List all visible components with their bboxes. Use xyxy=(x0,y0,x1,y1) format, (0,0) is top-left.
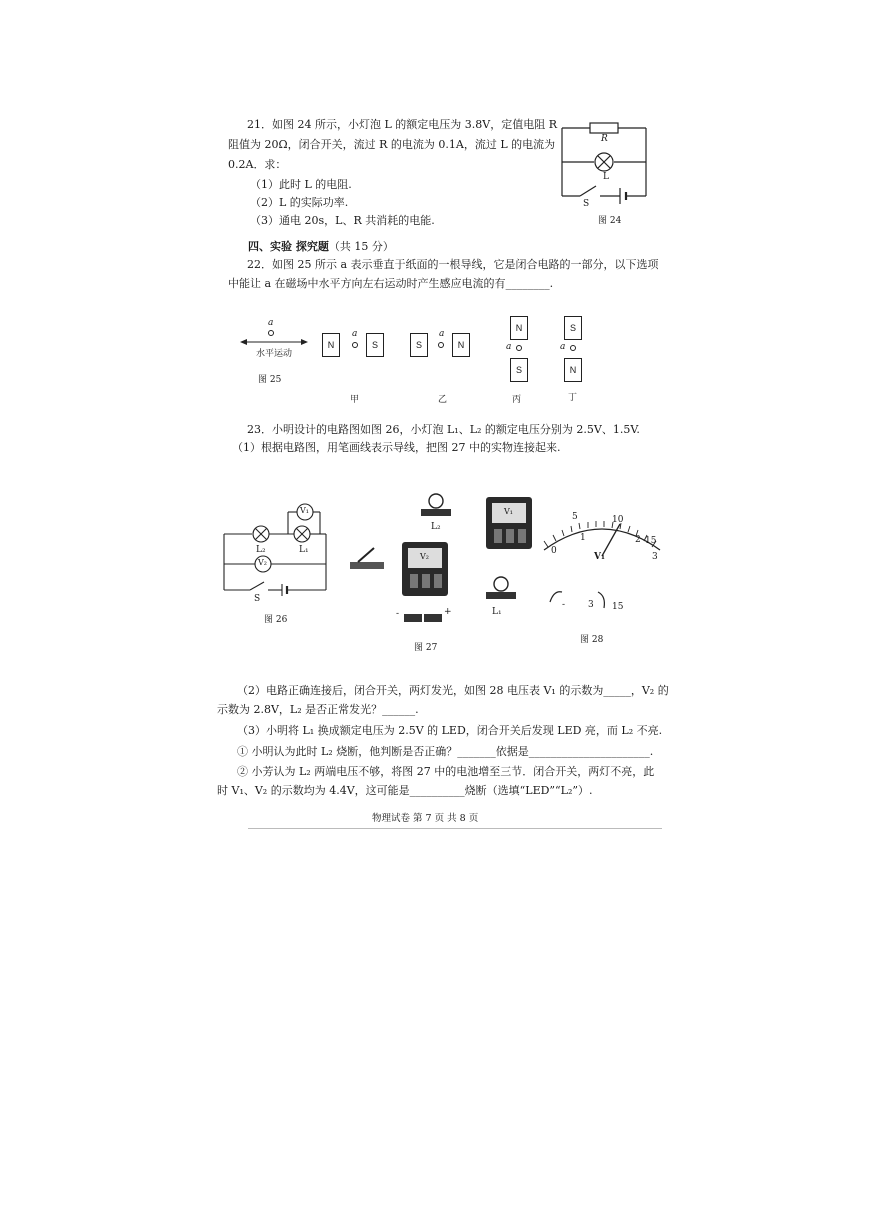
section4-note: （共 15 分） xyxy=(328,240,394,253)
jia-wire xyxy=(351,341,359,349)
bulb-l2-icon xyxy=(417,492,455,520)
q23-p2-line2 xyxy=(217,703,419,717)
fig27-v2: V₂ xyxy=(420,552,429,561)
fig26-v1: V₁ xyxy=(300,506,309,515)
q23-p3-q1-text: ① 小明认为此时 L₂ 烧断，他判断是否正确？ xyxy=(237,745,458,758)
section4-heading xyxy=(248,240,394,254)
q23-line1: 23．小明设计的电路图如图 26，小灯泡 L₁、L₂ 的额定电压分别为 2.5V、1.5V. xyxy=(247,423,640,436)
dial-scale-1: 1 xyxy=(580,533,586,543)
q23-p3-q2-blank[interactable]: __________ xyxy=(409,784,465,797)
q23-p3-q1 xyxy=(237,745,653,759)
fig25-wire-label: a xyxy=(268,318,274,328)
q21-sub2: （2）L 的实际功率. xyxy=(250,196,349,209)
figure-26-circuit xyxy=(222,500,332,600)
q23-p2-line1 xyxy=(237,684,669,698)
bing-wire-label: a xyxy=(506,342,512,352)
dial-meter-label: V₁ xyxy=(594,552,605,562)
dial-scale-2: 2 xyxy=(635,535,641,545)
dial-tick-5: 5 xyxy=(572,512,578,522)
q23-p2-line1-end: ，V₂ 的 xyxy=(630,684,669,697)
q23-line2: （1）根据电路图，用笔画线表示导线，把图 27 中的实物连接起来. xyxy=(232,441,561,454)
fig27-minus: - xyxy=(396,609,400,619)
magnet-jia-left: N xyxy=(322,333,340,357)
fig26-l1: L₁ xyxy=(299,545,309,555)
q22-line2-text: 中能让 a 在磁场中水平方向左右运动时产生感应电流的有 xyxy=(228,277,506,290)
ding-wire-label: a xyxy=(560,342,566,352)
fig24-caption: 图 24 xyxy=(598,216,622,226)
q21-line2: 阻值为 20Ω，闭合开关，流过 R 的电流为 0.1A，流过 L 的电流为 xyxy=(228,138,556,151)
switch-icon xyxy=(348,544,388,574)
magnet-jia-right: S xyxy=(366,333,384,357)
q21-line1: 21．如图 24 所示，小灯泡 L 的额定电压为 3.8V，定值电阻 R xyxy=(247,118,557,131)
fig27-l2: L₂ xyxy=(431,522,441,532)
dial-terminal-minus: - xyxy=(562,600,566,610)
magnet-yi-right: N xyxy=(452,333,470,357)
option-yi: 乙 xyxy=(438,395,448,405)
jia-wire-label: a xyxy=(352,329,358,339)
q22-answer-blank[interactable]: ________ xyxy=(505,277,550,290)
fig27-caption: 图 27 xyxy=(414,643,438,653)
q23-p2-line2-text: 示数为 2.8V，L₂ 是否正常发光？ xyxy=(217,703,383,716)
fig26-l2: L₂ xyxy=(256,545,266,555)
bing-wire xyxy=(515,344,523,352)
fig27-v1: V₁ xyxy=(504,507,513,516)
footer-divider xyxy=(248,828,662,829)
dial-scale-3: 3 xyxy=(652,552,658,562)
q23-p3-q2-line2 xyxy=(217,784,593,798)
fig24-label-r: R xyxy=(601,134,608,144)
magnet-bing-bottom: S xyxy=(510,358,528,382)
option-bing: 丙 xyxy=(512,395,522,405)
magnet-ding-top: S xyxy=(564,316,582,340)
fig26-caption: 图 26 xyxy=(264,615,288,625)
q23-p2-blank2[interactable]: ______ xyxy=(382,703,416,716)
dial-tick-10: 10 xyxy=(612,515,624,525)
page-footer: 物理试卷 第 7 页 共 8 页 xyxy=(372,813,479,824)
figure-24-circuit xyxy=(560,120,660,210)
yi-wire xyxy=(437,341,445,349)
q23-p3-q1-end: . xyxy=(649,745,654,758)
fig24-label-l: L xyxy=(603,172,609,182)
battery-icon xyxy=(402,612,446,624)
fig27-l1: L₁ xyxy=(492,607,502,617)
q22-line1: 22．如图 25 所示 a 表示垂直于纸面的一根导线，它是闭合电路的一部分，以下选项 xyxy=(247,258,659,271)
q21-sub3: （3）通电 20s，L、R 共消耗的电能. xyxy=(250,214,435,227)
fig27-plus: + xyxy=(444,607,452,617)
voltmeter-v1-icon xyxy=(484,495,536,553)
q21-line3: 0.2A．求： xyxy=(228,158,287,171)
dial-tick-15: 15 xyxy=(645,536,657,546)
voltmeter-v2-icon xyxy=(400,540,452,600)
q23-p3-q2-line2-text: 时 V₁、V₂ 的示数均为 4.4V，这可能是 xyxy=(217,784,410,797)
ding-wire xyxy=(569,344,577,352)
fig25-motion-label: 水平运动 xyxy=(256,349,293,359)
q22-line2-end: . xyxy=(549,277,554,290)
magnet-bing-top: N xyxy=(510,316,528,340)
q23-p3-q2-end: 烧断（选填“LED”“L₂”）. xyxy=(464,784,593,797)
dial-terminal-15: 15 xyxy=(612,602,624,612)
fig24-label-s: S xyxy=(583,199,590,209)
magnet-yi-left: S xyxy=(410,333,428,357)
terminal-wire-3-icon xyxy=(596,590,610,610)
option-ding: 丁 xyxy=(568,393,578,403)
yi-wire-label: a xyxy=(439,329,445,339)
option-jia: 甲 xyxy=(350,395,360,405)
dial-terminal-3: 3 xyxy=(588,600,594,610)
q23-p3-q1-blank[interactable]: _______ xyxy=(457,745,496,758)
q23-p3-line1: （3）小明将 L₁ 换成额定电压为 2.5V 的 LED，闭合开关后发现 LED 亮，而 L₂ 不亮. xyxy=(237,724,663,737)
fig26-v2: V₂ xyxy=(258,558,267,567)
fig25-motion-arrow xyxy=(240,328,310,348)
fig28-caption: 图 28 xyxy=(580,635,604,645)
q23-p3-q1-mid: 依据是 xyxy=(495,745,529,758)
dial-tick-0: 0 xyxy=(551,546,557,556)
q23-p2-line2-end: . xyxy=(415,703,419,716)
q22-line2 xyxy=(228,277,553,291)
fig25-caption: 图 25 xyxy=(258,375,282,385)
q23-p3-q2-line1: ② 小芳认为 L₂ 两端电压不够，将图 27 中的电池增至三节．闭合开关，两灯不亮，此 xyxy=(237,765,655,778)
q23-p3-q1-blank2[interactable]: ______________________ xyxy=(528,745,650,758)
q23-p2-blank1[interactable]: _____ xyxy=(603,684,631,697)
fig26-s: S xyxy=(254,594,261,604)
q21-sub1: （1）此时 L 的电阻. xyxy=(250,178,352,191)
q23-p2-line1-text: （2）电路正确连接后，闭合开关，两灯发光，如图 28 电压表 V₁ 的示数为 xyxy=(237,684,604,697)
section4-title: 四、实验 探究题 xyxy=(248,240,329,253)
magnet-ding-bottom: N xyxy=(564,358,582,382)
bulb-l1-icon xyxy=(482,575,520,603)
